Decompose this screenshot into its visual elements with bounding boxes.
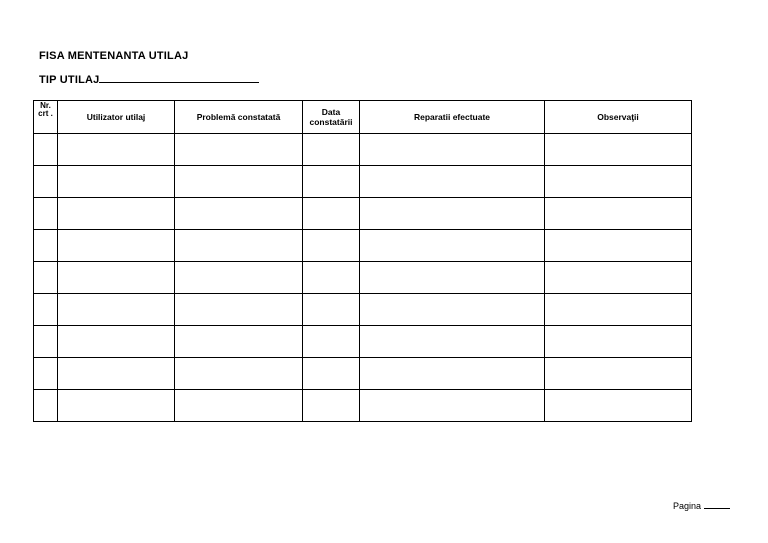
table-cell [175, 198, 303, 230]
table-cell [34, 230, 58, 262]
table-cell [175, 166, 303, 198]
column-header-observations: Observaţii [545, 101, 692, 134]
equipment-type-label: TIP UTILAJ [39, 74, 100, 86]
table-row [34, 294, 692, 326]
equipment-type-line [39, 72, 259, 86]
table-cell [360, 262, 545, 294]
column-header-nr-crt: Nr. crt . [34, 101, 58, 134]
table-row [34, 134, 692, 166]
table-cell [58, 166, 175, 198]
table-cell [545, 262, 692, 294]
table-cell [58, 390, 175, 422]
table-cell [175, 390, 303, 422]
table-cell [360, 134, 545, 166]
table-cell [58, 294, 175, 326]
table-cell [34, 166, 58, 198]
table-cell [58, 262, 175, 294]
column-header-repairs: Reparatii efectuate [360, 101, 545, 134]
table-cell [34, 390, 58, 422]
table-cell [58, 134, 175, 166]
table-cell [545, 134, 692, 166]
table-cell [545, 198, 692, 230]
table-cell [303, 262, 360, 294]
maintenance-table [33, 100, 692, 422]
table-cell [175, 294, 303, 326]
table-cell [360, 294, 545, 326]
table-cell [58, 326, 175, 358]
table-cell [303, 294, 360, 326]
table-cell [34, 134, 58, 166]
table-row [34, 262, 692, 294]
table-cell [34, 358, 58, 390]
table-cell [58, 358, 175, 390]
table-cell [303, 134, 360, 166]
table-cell [58, 198, 175, 230]
table-cell [175, 134, 303, 166]
table-cell [360, 198, 545, 230]
page-number-blank [704, 500, 730, 509]
document-title: FISA MENTENANTA UTILAJ [39, 50, 189, 62]
table-cell [34, 198, 58, 230]
table-cell [545, 326, 692, 358]
table-cell [360, 166, 545, 198]
table-cell [360, 390, 545, 422]
column-header-user: Utilizator utilaj [58, 101, 175, 134]
page-number-line [673, 500, 730, 511]
table-cell [360, 358, 545, 390]
table-cell [34, 294, 58, 326]
table-cell [545, 166, 692, 198]
equipment-type-blank [99, 72, 259, 83]
table-row [34, 166, 692, 198]
table-row [34, 326, 692, 358]
table-row [34, 390, 692, 422]
table-row [34, 358, 692, 390]
table-cell [545, 294, 692, 326]
table-cell [175, 358, 303, 390]
table-row [34, 230, 692, 262]
table-cell [303, 326, 360, 358]
table-row [34, 198, 692, 230]
column-header-problem: Problemă constatată [175, 101, 303, 134]
page-label: Pagina [673, 501, 702, 511]
table-cell [545, 358, 692, 390]
table-cell [303, 390, 360, 422]
table-cell [545, 390, 692, 422]
table-header-row [34, 101, 692, 134]
table-cell [545, 230, 692, 262]
table-cell [175, 326, 303, 358]
table-cell [175, 230, 303, 262]
table-cell [58, 230, 175, 262]
table-cell [303, 198, 360, 230]
table-cell [360, 230, 545, 262]
column-header-date: Data constatării [303, 101, 360, 134]
table-cell [303, 358, 360, 390]
table-cell [303, 166, 360, 198]
table-cell [360, 326, 545, 358]
table-cell [34, 326, 58, 358]
table-cell [34, 262, 58, 294]
table-cell [175, 262, 303, 294]
table-cell [303, 230, 360, 262]
